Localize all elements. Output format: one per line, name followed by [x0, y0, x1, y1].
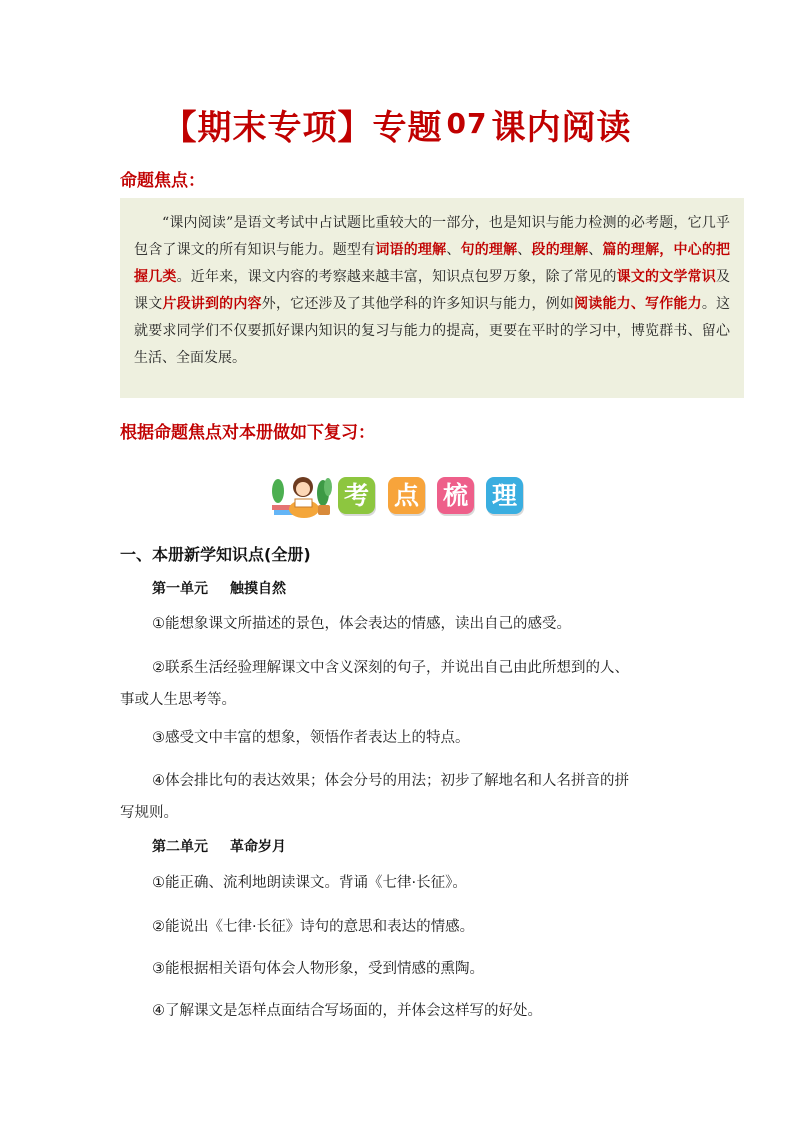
list-item: [120, 652, 720, 716]
kaodian-shuli-banner: [268, 467, 528, 519]
unit-name: 触摸自然: [230, 581, 286, 597]
unit-name: 革命岁月: [230, 839, 286, 855]
focus-text-segment: 及课文: [134, 269, 731, 312]
item-line: ①能想象课文所描述的景色，体会表达的情感，读出自己的感受。: [152, 616, 571, 632]
unit-title: [152, 836, 286, 856]
item-line: ①能正确、流利地朗读课文。背诵《七律·长征》。: [152, 875, 467, 891]
highlight-text: 片段讲到的内容: [162, 296, 262, 312]
review-heading: 根据命题焦点对本册做如下复习：: [120, 423, 375, 443]
focus-text-segment: 外，它还涉及了其他学科的许多知识与能力，例如: [261, 296, 575, 312]
item-line: ④体会排比句的表达效果；体会分号的用法；初步了解地名和人名拼音的拼: [152, 773, 629, 789]
kao-tile: 考: [338, 477, 375, 514]
item-line-continued: 事或人生思考等。: [120, 692, 236, 708]
highlight-text: 词语的理解: [375, 242, 447, 258]
highlight-text: 段的理解: [531, 242, 589, 258]
li-tile: 理: [486, 477, 523, 514]
focus-text-segment: 、: [588, 242, 603, 258]
focus-text-segment: 。这就要求同学们不仅要抓好课内知识的复习与能力的提高，更要在平时的学习中，博览群书、留心生活、全面发展。: [134, 296, 731, 366]
unit-label: 第二单元: [152, 839, 208, 855]
item-line: ③能根据相关语句体会人物形象，受到情感的熏陶。: [152, 961, 484, 977]
focus-heading: 命题焦点：: [120, 171, 205, 191]
highlight-text: 句的理解: [460, 242, 518, 258]
title-part-1: 【期末专项】专题: [162, 108, 443, 148]
shu-tile: 梳: [437, 477, 474, 514]
title-part-2: 课内阅读: [491, 108, 632, 148]
list-item: [120, 995, 720, 1027]
focus-text-segment: “课内阅读”是语文考试中占试题比重较大的一部分，也是知识与能力检测的必考题，它几乎包含了课文的所有知识与能力。题型有: [134, 215, 730, 258]
unit-label: 第一单元: [152, 581, 208, 597]
item-line: ②联系生活经验理解课文中含义深刻的句子，并说出自己由此所想到的人、: [152, 660, 629, 676]
list-item: [120, 722, 720, 754]
highlight-text: 课文的文学常识: [616, 269, 717, 285]
dian-tile: 点: [388, 477, 425, 514]
focus-text: [134, 215, 730, 366]
highlight-text: 篇的理解，中心的把握几类: [134, 242, 731, 285]
list-item: [120, 911, 720, 943]
item-line: ②能说出《七律·长征》诗句的意思和表达的情感。: [152, 919, 475, 935]
girl-reading-icon: [268, 467, 334, 519]
list-item: [120, 867, 720, 899]
unit-title: [152, 578, 286, 598]
focus-box: [120, 198, 744, 398]
list-item: [120, 608, 720, 640]
focus-text-segment: 、: [446, 242, 461, 258]
item-line-continued: 写规则。: [120, 805, 178, 821]
part-heading: 一、本册新学知识点(全册): [120, 545, 311, 564]
highlight-text: 阅读能力、写作能力: [574, 296, 702, 312]
item-line: ③感受文中丰富的想象，领悟作者表达上的特点。: [152, 730, 470, 746]
focus-text-segment: 、: [517, 242, 532, 258]
list-item: [120, 953, 720, 985]
focus-text-segment: 。近年来，课文内容的考察越来越丰富，知识点包罗万象，除了常见的: [176, 269, 617, 285]
title-number: 07: [446, 107, 488, 140]
list-item: [120, 765, 720, 829]
page-title: [0, 100, 794, 149]
item-line: ④了解课文是怎样点面结合写场面的，并体会这样写的好处。: [152, 1003, 542, 1019]
